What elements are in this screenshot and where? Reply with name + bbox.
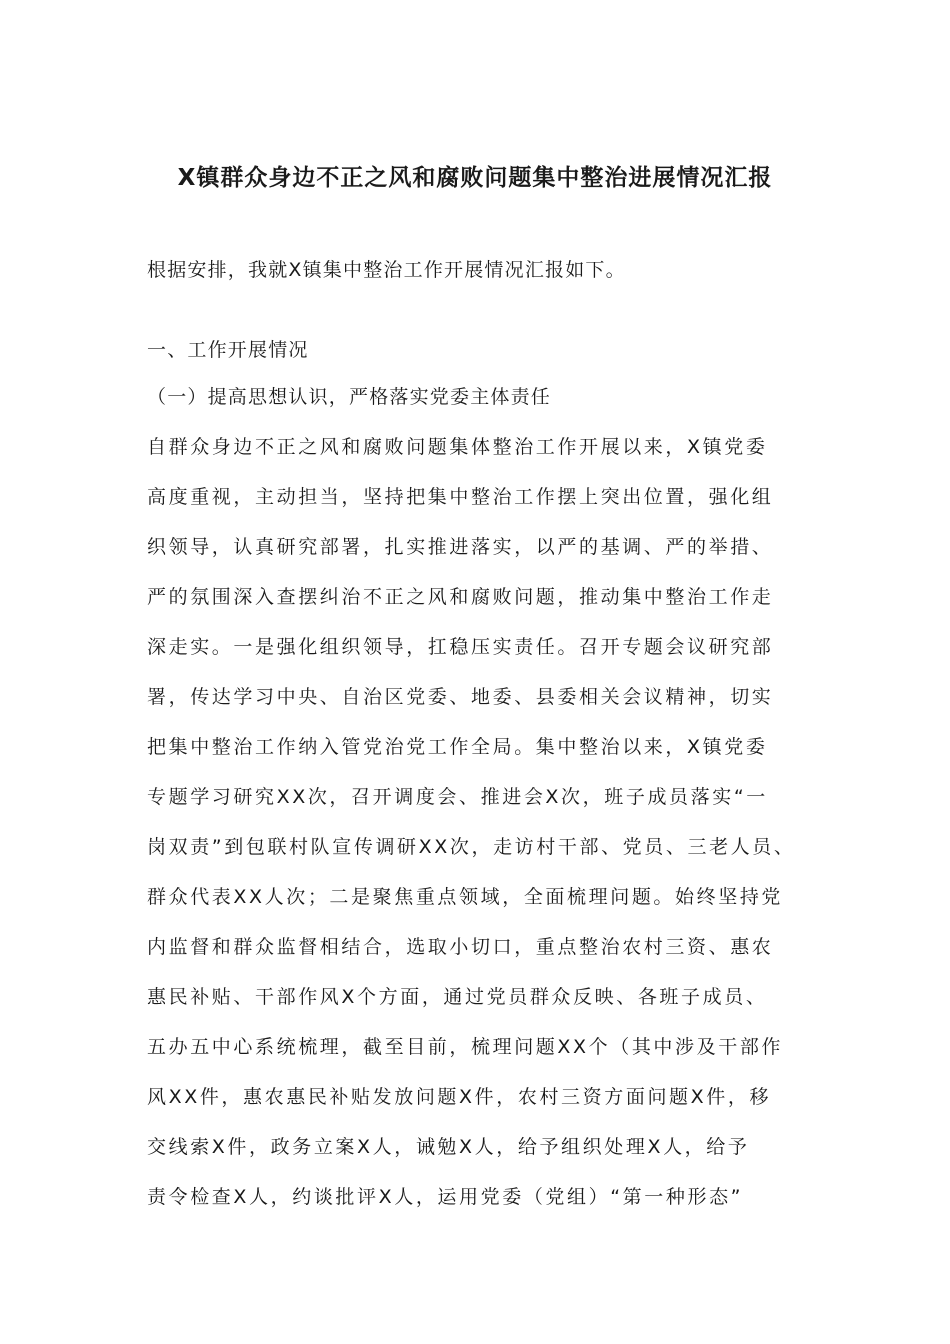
paragraph-line: 自群众身边不正之风和腐败问题集体整治工作开展以来，X镇党委 [147,436,768,458]
paragraph-line: 高度重视，主动担当，坚持把集中整治工作摆上突出位置，强化组 [147,486,774,508]
section-heading: 一、工作开展情况 [147,339,309,361]
paragraph-line: 群众代表XX人次；二是聚焦重点领域，全面梳理问题。始终坚持党 [147,886,784,908]
paragraph-line: 严的氛围深入查摆纠治不正之风和腐败问题，推动集中整治工作走 [147,586,774,608]
paragraph-line: 织领导，认真研究部署，扎实推进落实，以严的基调、严的举措、 [147,536,774,558]
paragraph-line: 交线索X件，政务立案X人，诫勉X人，给予组织处理X人，给予 [147,1136,750,1158]
paragraph-line: 惠民补贴、干部作风X个方面，通过党员群众反映、各班子成员、 [147,986,768,1008]
paragraph-line: 把集中整治工作纳入管党治党工作全局。集中整治以来，X镇党委 [147,736,768,758]
intro-paragraph: 根据安排，我就X镇集中整治工作开展情况汇报如下。 [147,259,626,281]
paragraph-line: 内监督和群众监督相结合，选取小切口，重点整治农村三资、惠农 [147,936,774,958]
paragraph-line: 风XX件，惠农惠民补贴发放问题X件，农村三资方面问题X件，移 [147,1086,772,1108]
paragraph-line: 责令检查X人，约谈批评X人，运用党委（党组）“第一种形态” [147,1186,744,1208]
subsection-heading: （一）提高思想认识，严格落实党委主体责任 [147,386,552,408]
paragraph-line: 深走实。一是强化组织领导，扛稳压实责任。召开专题会议研究部 [147,636,774,658]
document-title: X镇群众身边不正之风和腐败问题集中整治进展情况汇报 [177,165,773,191]
paragraph-line: 专题学习研究XX次，召开调度会、推进会X次，班子成员落实“一 [147,786,768,808]
paragraph-line: 岗双责”到包联村队宣传调研XX次，走访村干部、党员、三老人员、 [147,836,796,858]
paragraph-line: 五办五中心系统梳理，截至目前，梳理问题XX个（其中涉及干部作 [147,1036,784,1058]
paragraph-line: 署，传达学习中央、自治区党委、地委、县委相关会议精神，切实 [147,686,774,708]
